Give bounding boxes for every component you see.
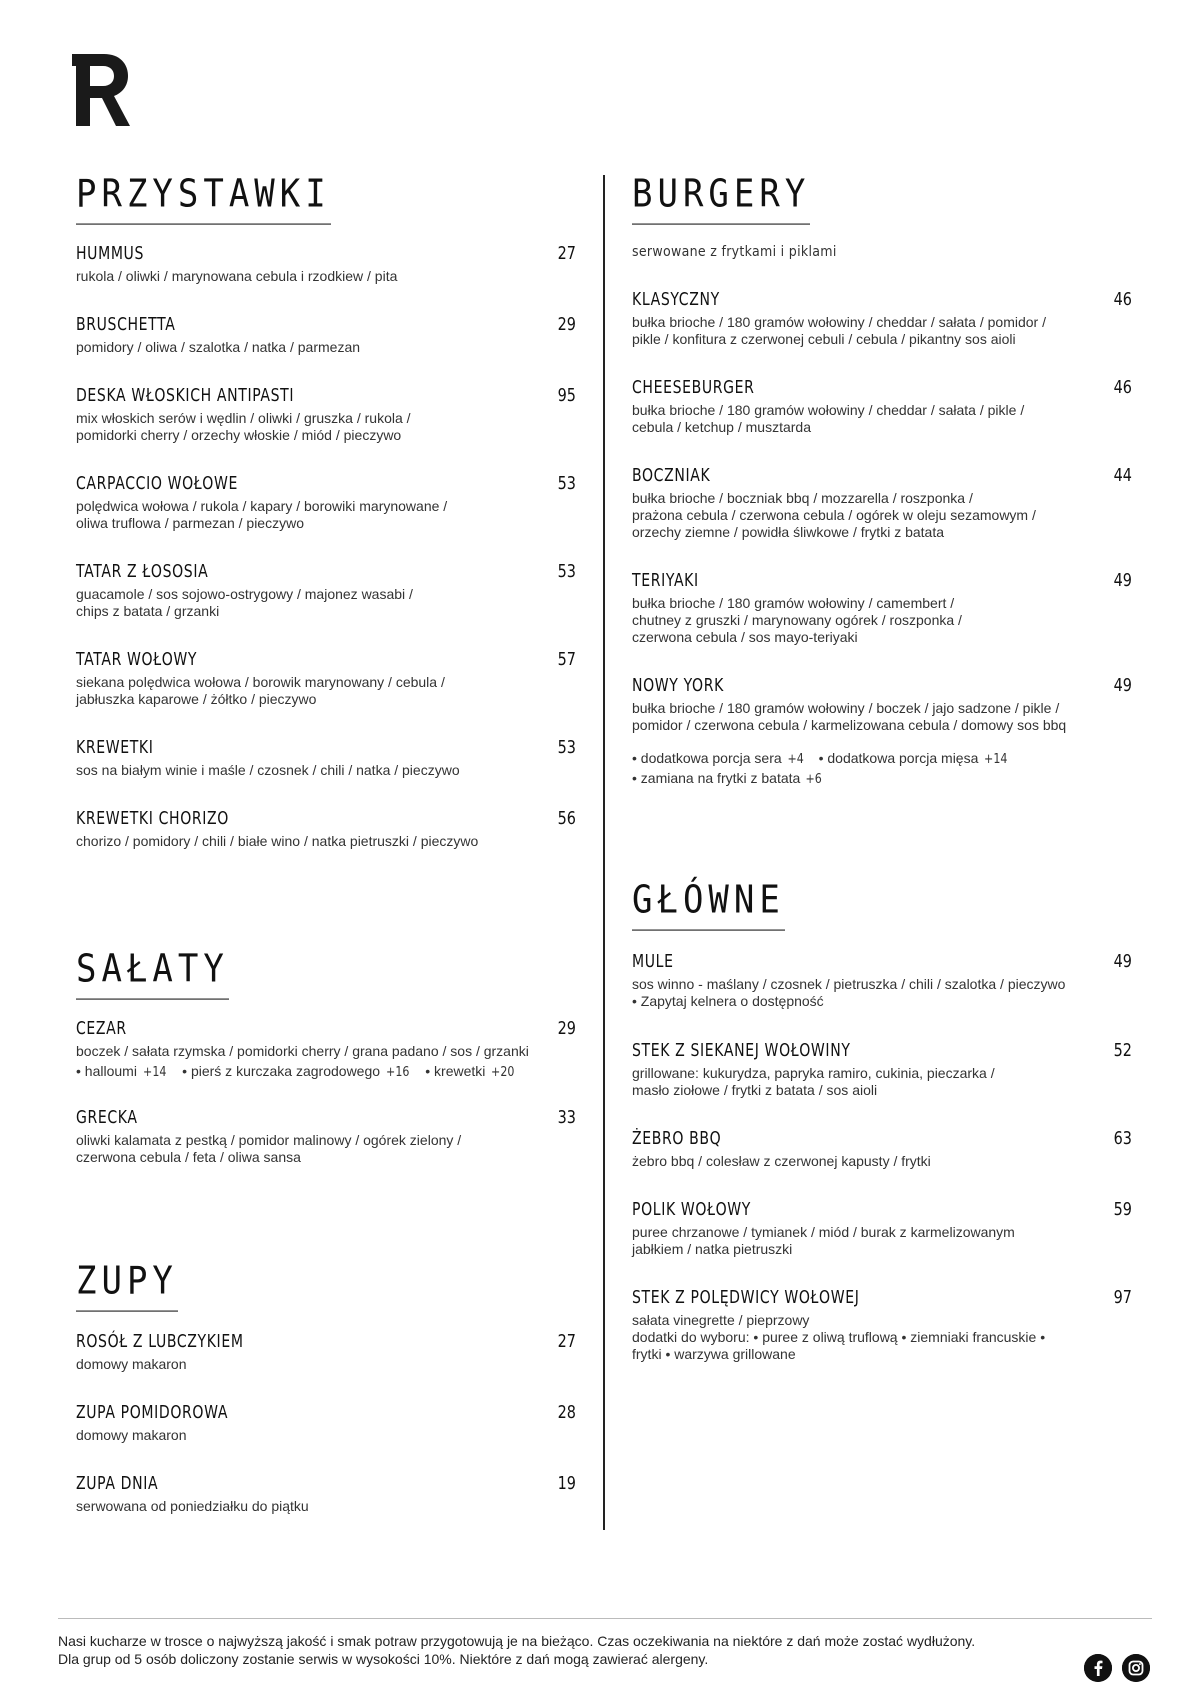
menu-item [76, 385, 576, 444]
item-price: 95 [557, 385, 576, 406]
item-desc: chorizo / pomidory / chili / białe wino / natka pietruszki / pieczywo [76, 833, 479, 849]
item-name: GRECKA [76, 1107, 138, 1128]
menu-item [76, 561, 576, 620]
item-desc: grillowane: kukurydza, papryka ramiro, cukinia, pieczarka / masło ziołowe / frytki z batata / sos aioli [632, 1065, 995, 1098]
item-price: 52 [1113, 1040, 1132, 1061]
item-price: 56 [557, 808, 576, 829]
item-desc: guacamole / sos sojowo-ostrygowy / majonez wasabi / chips z batata / grzanki [76, 586, 413, 619]
extra-option: • dodatkowa porcja mięsa +14 [818, 750, 1008, 767]
item-name: CHEESEBURGER [632, 377, 755, 398]
item-price: 27 [557, 1331, 576, 1352]
section-title-salaty: SAŁATY [76, 947, 229, 1000]
extra-option: • pierś z kurczaka zagrodowego +16 [182, 1063, 410, 1080]
item-price: 97 [1113, 1287, 1132, 1308]
section-title-glowne: GŁÓWNE [632, 878, 785, 931]
item-name: HUMMUS [76, 243, 144, 264]
item-desc: rukola / oliwki / marynowana cebula i rzodkiew / pita [76, 268, 398, 284]
cezar-extras [76, 1062, 576, 1082]
menu-item [632, 377, 1132, 436]
footer-divider [58, 1618, 1152, 1619]
item-desc: serwowana od poniedziałku do piątku [76, 1498, 309, 1514]
extra-option: • krewetki +20 [425, 1063, 515, 1080]
item-price: 53 [557, 473, 576, 494]
logo-r-icon [72, 50, 132, 130]
item-price: 33 [557, 1107, 576, 1128]
menu-item [632, 289, 1132, 348]
item-desc: bułka brioche / 180 gramów wołowiny / cheddar / sałata / pikle / cebula / ketchup / musztarda [632, 402, 1025, 435]
menu-item [632, 570, 1132, 646]
item-name: BOCZNIAK [632, 465, 711, 486]
menu-item [76, 1018, 576, 1060]
menu-item [76, 473, 576, 532]
item-desc: oliwki kalamata z pestką / pomidor malinowy / ogórek zielony / czerwona cebula / feta / oliwa sansa [76, 1132, 462, 1165]
item-price: 46 [1113, 289, 1132, 310]
item-price: 53 [557, 561, 576, 582]
item-name: ROSÓŁ Z LUBCZYKIEM [76, 1331, 244, 1352]
item-name: TATAR Z ŁOSOSIA [76, 561, 209, 582]
item-name: CEZAR [76, 1018, 127, 1039]
menu-item [76, 1402, 576, 1444]
instagram-icon[interactable] [1122, 1654, 1150, 1682]
item-price: 59 [1113, 1199, 1132, 1220]
item-name: KREWETKI [76, 737, 154, 758]
menu-item [632, 1199, 1132, 1258]
item-name: POLIK WOŁOWY [632, 1199, 751, 1220]
item-name: KLASYCZNY [632, 289, 720, 310]
item-price: 27 [557, 243, 576, 264]
item-price: 49 [1113, 675, 1132, 696]
item-desc: siekana polędwica wołowa / borowik marynowany / cebula / jabłuszka kaparowe / żółtko / pieczywo [76, 674, 445, 707]
section-note: serwowane z frytkami i piklami [632, 244, 837, 260]
menu-item [76, 649, 576, 708]
section-title-burgery: BURGERY [632, 172, 810, 225]
item-name: DESKA WŁOSKICH ANTIPASTI [76, 385, 295, 406]
item-name: MULE [632, 951, 674, 972]
menu-item [632, 1128, 1132, 1170]
item-desc: bułka brioche / 180 gramów wołowiny / camembert / chutney z gruszki / marynowany ogórek / roszponka / czerwona cebula / sos mayo-teriyaki [632, 595, 962, 645]
menu-item [76, 1331, 576, 1373]
item-price: 49 [1113, 570, 1132, 591]
item-desc: żebro bbq / colesław z czerwonej kapusty / frytki [632, 1153, 931, 1169]
menu-item [76, 808, 576, 850]
item-name: STEK Z POLĘDWICY WOŁOWEJ [632, 1287, 860, 1308]
item-desc: bułka brioche / boczniak bbq / mozzarella / roszponka / prażona cebula / czerwona cebula / ogórek w oleju sezamowym / orzechy ziemne / powidła śliwkowe / frytki z batata [632, 490, 1036, 540]
extra-option: • halloumi +14 [76, 1063, 167, 1080]
item-price: 53 [557, 737, 576, 758]
item-name: ZUPA POMIDOROWA [76, 1402, 229, 1423]
item-name: KREWETKI CHORIZO [76, 808, 229, 829]
menu-item [632, 1040, 1132, 1099]
item-desc: bułka brioche / 180 gramów wołowiny / cheddar / sałata / pomidor / pikle / konfitura z czerwonej cebuli / cebula / pikantny sos aioli [632, 314, 1046, 347]
item-desc: domowy makaron [76, 1356, 187, 1372]
menu-item [76, 737, 576, 779]
item-price: 44 [1113, 465, 1132, 486]
item-price: 28 [557, 1402, 576, 1423]
item-desc: mix włoskich serów i wędlin / oliwki / gruszka / rukola / pomidorki cherry / orzechy włoskie / miód / pieczywo [76, 410, 411, 443]
item-name: ZUPA DNIA [76, 1473, 159, 1494]
column-divider [603, 175, 605, 1530]
section-title-przystawki: PRZYSTAWKI [76, 172, 331, 225]
item-desc: puree chrzanowe / tymianek / miód / burak z karmelizowanym jabłkiem / natka pietruszki [632, 1224, 1015, 1257]
menu-item [632, 951, 1132, 1010]
item-name: STEK Z SIEKANEJ WOŁOWINY [632, 1040, 851, 1061]
burger-extras [632, 749, 1132, 789]
item-price: 57 [557, 649, 576, 670]
item-price: 46 [1113, 377, 1132, 398]
item-price: 19 [557, 1473, 576, 1494]
item-price: 29 [557, 1018, 576, 1039]
item-desc: domowy makaron [76, 1427, 187, 1443]
item-desc: pomidory / oliwa / szalotka / natka / parmezan [76, 339, 361, 355]
extra-option: • dodatkowa porcja sera +4 [632, 750, 804, 767]
section-title-zupy: ZUPY [76, 1259, 178, 1312]
menu-item [632, 1287, 1132, 1363]
menu-item [76, 1473, 576, 1515]
menu-item [76, 243, 576, 285]
item-desc: sos na białym winie i maśle / czosnek / chili / natka / pieczywo [76, 762, 460, 778]
item-desc: polędwica wołowa / rukola / kapary / borowiki marynowane / oliwa truflowa / parmezan / pieczywo [76, 498, 448, 531]
item-name: CARPACCIO WOŁOWE [76, 473, 238, 494]
item-desc: sos winno - maślany / czosnek / pietruszka / chili / szalotka / pieczywo • Zapytaj kelnera o dostępność [632, 976, 1066, 1009]
menu-item [632, 465, 1132, 541]
menu-item [632, 675, 1132, 734]
footer-note [58, 1632, 1058, 1668]
item-desc: boczek / sałata rzymska / pomidorki cherry / grana padano / sos / grzanki [76, 1043, 529, 1059]
footer-line-2: Dla grup od 5 osób doliczony zostanie serwis w wysokości 10%. Niektóre z dań mogą zawierać alergeny. [58, 1651, 709, 1667]
menu-item [76, 1107, 576, 1166]
facebook-icon[interactable] [1084, 1654, 1112, 1682]
menu-item [76, 314, 576, 356]
item-name: TERIYAKI [632, 570, 699, 591]
item-desc: bułka brioche / 180 gramów wołowiny / boczek / jajo sadzone / pikle / pomidor / czerwona cebula / karmelizowana cebula / domowy sos bbq [632, 700, 1067, 733]
item-name: ŻEBRO BBQ [632, 1128, 722, 1149]
item-name: NOWY YORK [632, 675, 724, 696]
item-name: TATAR WOŁOWY [76, 649, 198, 670]
item-price: 29 [557, 314, 576, 335]
footer-line-1: Nasi kucharze w trosce o najwyższą jakość i smak potraw przygotowują je na bieżąco. Czas oczekiwania na niektóre z dań może zostać wydłużony. [58, 1633, 976, 1649]
item-price: 49 [1113, 951, 1132, 972]
item-price: 63 [1113, 1128, 1132, 1149]
item-desc: sałata vinegrette / pieprzowy dodatki do wyboru: • puree z oliwą truflową • ziemniaki francuskie • frytki • warzywa grillowane [632, 1312, 1046, 1362]
extra-option: • zamiana na frytki z batata +6 [632, 770, 822, 787]
item-name: BRUSCHETTA [76, 314, 176, 335]
